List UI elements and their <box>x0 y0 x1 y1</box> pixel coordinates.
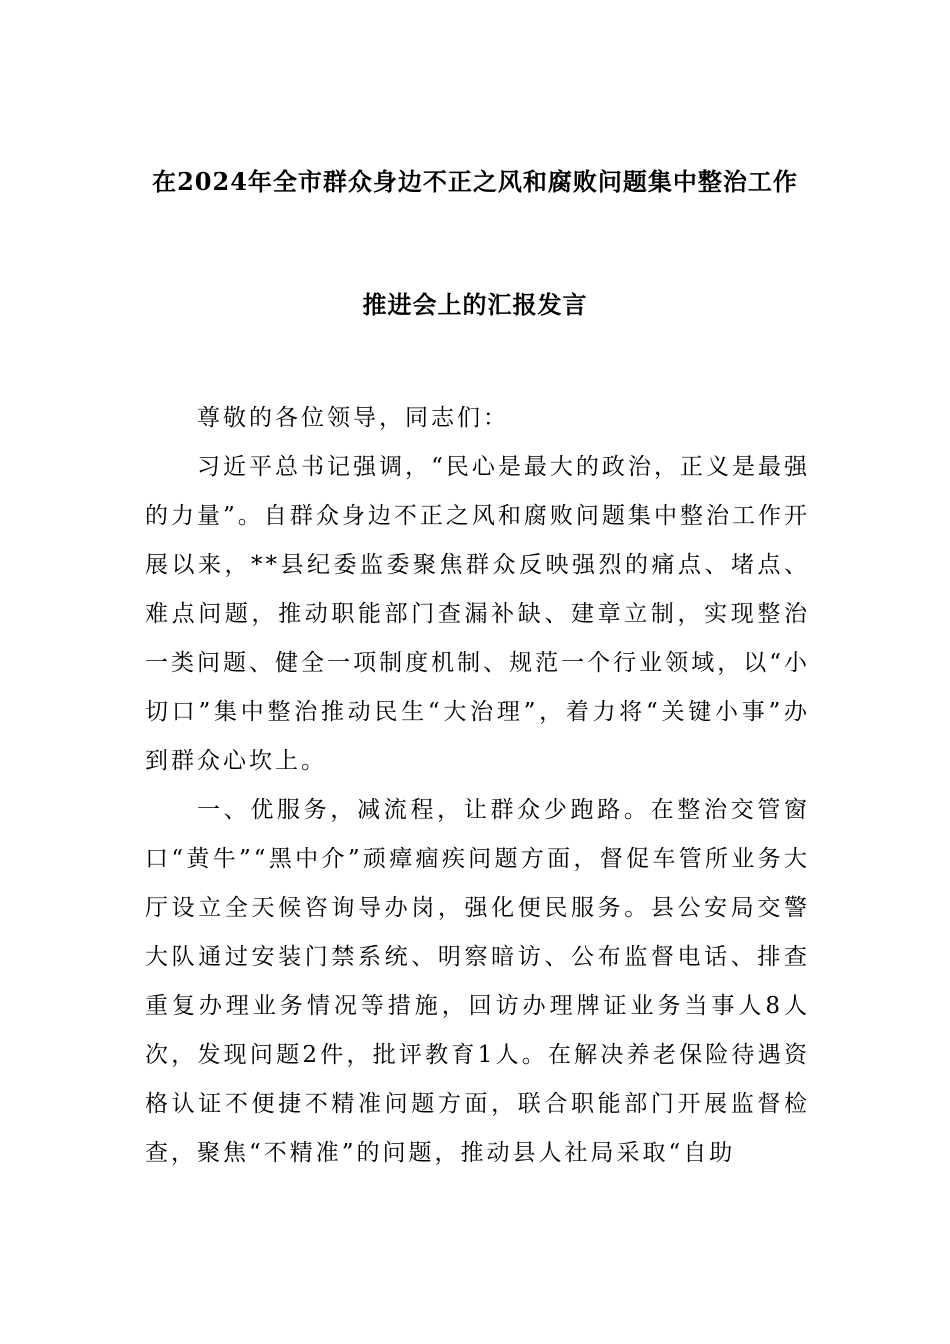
greeting: 尊敬的各位领导，同志们： <box>197 405 509 431</box>
document-body <box>145 394 810 1178</box>
document-title-line-1: 在2024年全市群众身边不正之风和腐败问题集中整治工作 <box>152 167 798 196</box>
paragraph-intro: 习近平总书记强调，“民心是最大的政治，正义是最强的力量”。自群众身边不正之风和腐败问题集中整治工作开展以来，**县纪委监委聚焦群众反映强烈的痛点、堵点、难点问题，推动职能部门查漏补缺、建章立制，实现整治一类问题、健全一项制度机制、规范一个行业领域，以“小切口”集中整治推动民生“大治理”，着力将“关键小事”办到群众心坎上。 <box>145 454 810 774</box>
paragraph-section-1: 一、优服务，减流程，让群众少跑路。在整治交管窗口“黄牛”“黑中介”顽瘴痼疾问题方面，督促车管所业务大厅设立全天候咨询导办岗，强化便民服务。县公安局交警大队通过安装门禁系统、明察暗访、公布监督电话、排查重复办理业务情况等措施，回访办理牌证业务当事人8人次，发现问题2件，批评教育1人。在解决养老保险待遇资格认证不便捷不精准问题方面，联合职能部门开展监督检查，聚焦“不精准”的问题，推动县人社局采取“自助 <box>145 797 810 1166</box>
document-title-line-2: 推进会上的汇报发言 <box>362 290 588 319</box>
